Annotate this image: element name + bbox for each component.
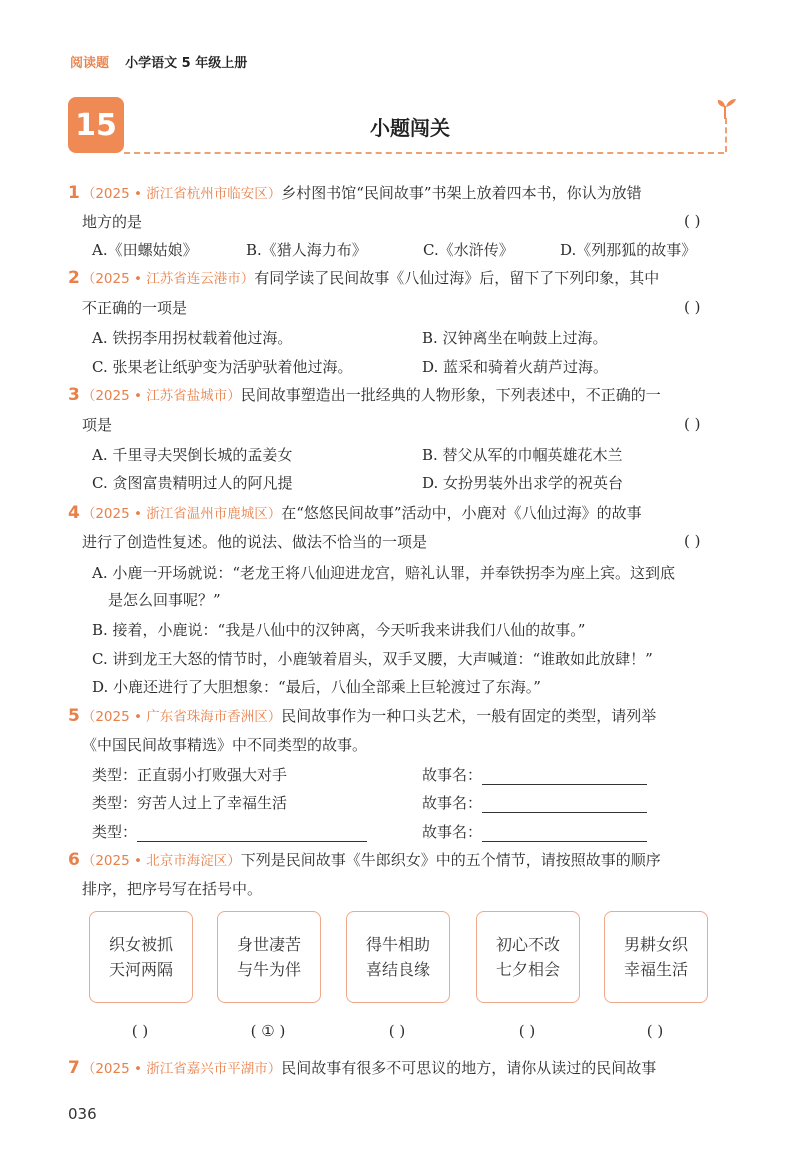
plot-card [604,911,708,1003]
question-source: （2025 • 广东省珠海市香洲区） [81,709,282,725]
story-blank[interactable] [482,768,647,785]
page-header [70,52,247,71]
question-text-cont: 不正确的一项是 [82,299,188,317]
card-line: 织女被抓 [108,935,173,954]
option-c: C. 张果老让纸驴变为活驴驮着他过海。 [92,358,353,376]
header-tag: 阅读题 [70,56,110,71]
card-line: 初心不改 [495,935,560,954]
plot-card [217,911,321,1003]
question-text: 乡村图书馆“民间故事”书架上放着四本书，你认为放错 [281,184,642,202]
question-source: （2025 • 江苏省连云港市） [81,271,255,287]
question-1 [68,183,642,204]
page-number: 036 [68,1105,97,1123]
sprout-icon [716,98,740,120]
type-blank[interactable] [137,825,367,842]
question-5 [68,706,656,727]
question-text: 在“悠悠民间故事”活动中，小鹿对《八仙过海》的故事 [281,504,642,522]
question-source: （2025 • 浙江省温州市鹿城区） [81,506,282,522]
option-a: A. 小鹿一开场就说：“老龙王将八仙迎进龙宫，赔礼认罪，并奉铁拐李为座上宾。这到底 [92,564,676,582]
answer-blank: ( ) [684,415,701,433]
question-number: 2 [68,268,80,288]
answer-blank: ( ) [684,298,701,316]
order-blank[interactable]: ( ) [646,1022,664,1040]
question-source: （2025 • 浙江省杭州市临安区） [81,186,282,202]
question-number: 7 [68,1058,80,1078]
order-blank[interactable]: ( ① ) [250,1022,286,1040]
type-3[interactable] [92,822,367,842]
question-number: 1 [68,183,80,203]
question-text-cont: 地方的是 [82,213,143,231]
answer-blank: ( ) [684,532,701,550]
title-dash-vertical [725,118,727,152]
option-c: C. 贪图富贵精明过人的阿凡提 [92,474,293,492]
option-d: D.《列那狐的故事》 [560,241,697,259]
order-blank[interactable]: ( ) [131,1022,149,1040]
question-number: 5 [68,706,80,726]
card-line: 幸福生活 [623,960,688,979]
plot-card [346,911,450,1003]
question-6 [68,850,661,871]
card-line: 身世凄苦 [236,935,301,954]
question-source: （2025 • 北京市海淀区） [81,853,241,869]
question-text-cont: 排序，把序号写在括号中。 [82,880,263,898]
card-line: 天河两隔 [108,960,173,979]
option-d: D. 女扮男装外出求学的祝英台 [422,474,624,492]
question-source: （2025 • 浙江省嘉兴市平湖市） [81,1061,282,1077]
question-text-cont: 项是 [82,416,113,434]
option-a: A. 千里寻夫哭倒长城的孟姜女 [92,446,293,464]
story-field-2[interactable] [422,793,647,813]
question-3 [68,385,661,406]
story-blank[interactable] [482,825,647,842]
header-book: 小学语文 5 年级上册 [125,56,248,71]
card-line: 七夕相会 [495,960,560,979]
type-2: 类型：穷苦人过上了幸福生活 [92,794,288,812]
card-line: 男耕女织 [623,935,688,954]
question-4 [68,503,642,524]
question-text: 民间故事塑造出一批经典的人物形象，下列表述中，不正确的一 [240,386,661,404]
option-b: B. 汉钟离坐在响鼓上过海。 [422,329,608,347]
story-label: 故事名： [422,823,483,841]
option-c: C. 讲到龙王大怒的情节时，小鹿皱着眉头，双手叉腰，大声喊道：“谁敢如此放肆！” [92,650,653,668]
story-label: 故事名： [422,794,483,812]
title-dash-divider [124,152,724,154]
question-2 [68,268,659,289]
story-field-1[interactable] [422,765,647,785]
story-field-3[interactable] [422,822,647,842]
option-c: C.《水浒传》 [423,241,514,259]
order-blank[interactable]: ( ) [388,1022,406,1040]
question-number: 6 [68,850,80,870]
option-b: B.《猎人海力布》 [246,241,367,259]
question-text: 下列是民间故事《牛郎织女》中的五个情节，请按照故事的顺序 [240,851,661,869]
unit-title: 小题闯关 [370,116,450,140]
question-text-cont: 进行了创造性复述。他的说法、做法不恰当的一项是 [82,533,428,551]
question-source: （2025 • 江苏省盐城市） [81,388,241,404]
question-text: 民间故事作为一种口头艺术，一般有固定的类型，请列举 [281,707,657,725]
card-line: 与牛为伴 [236,960,301,979]
question-text: 有同学读了民间故事《八仙过海》后，留下了下列印象，其中 [254,269,660,287]
answer-blank: ( ) [684,212,701,230]
option-b: B. 接着，小鹿说：“我是八仙中的汉钟离，今天听我来讲我们八仙的故事。” [92,621,586,639]
plot-card [476,911,580,1003]
option-a: A.《田螺姑娘》 [92,241,198,259]
unit-number: 15 [68,97,124,153]
type-1: 类型：正直弱小打败强大对手 [92,766,288,784]
question-text: 民间故事有很多不可思议的地方，请你从读过的民间故事 [281,1059,657,1077]
option-a-cont: 是怎么回事呢？” [108,591,221,609]
option-d: D. 蓝采和骑着火葫芦过海。 [422,358,609,376]
story-blank[interactable] [482,796,647,813]
question-text-cont: 《中国民间故事精选》中不同类型的故事。 [82,736,368,754]
question-number: 4 [68,503,80,523]
option-a: A. 铁拐李用拐杖载着他过海。 [92,329,293,347]
type-label: 类型： [92,823,138,841]
story-label: 故事名： [422,766,483,784]
card-line: 得牛相助 [365,935,430,954]
order-blank[interactable]: ( ) [518,1022,536,1040]
plot-card [89,911,193,1003]
question-number: 3 [68,385,80,405]
question-7 [68,1058,656,1079]
card-line: 喜结良缘 [365,960,430,979]
option-d: D. 小鹿还进行了大胆想象：“最后，八仙全部乘上巨轮渡过了东海。” [92,678,541,696]
option-b: B. 替父从军的巾帼英雄花木兰 [422,446,623,464]
